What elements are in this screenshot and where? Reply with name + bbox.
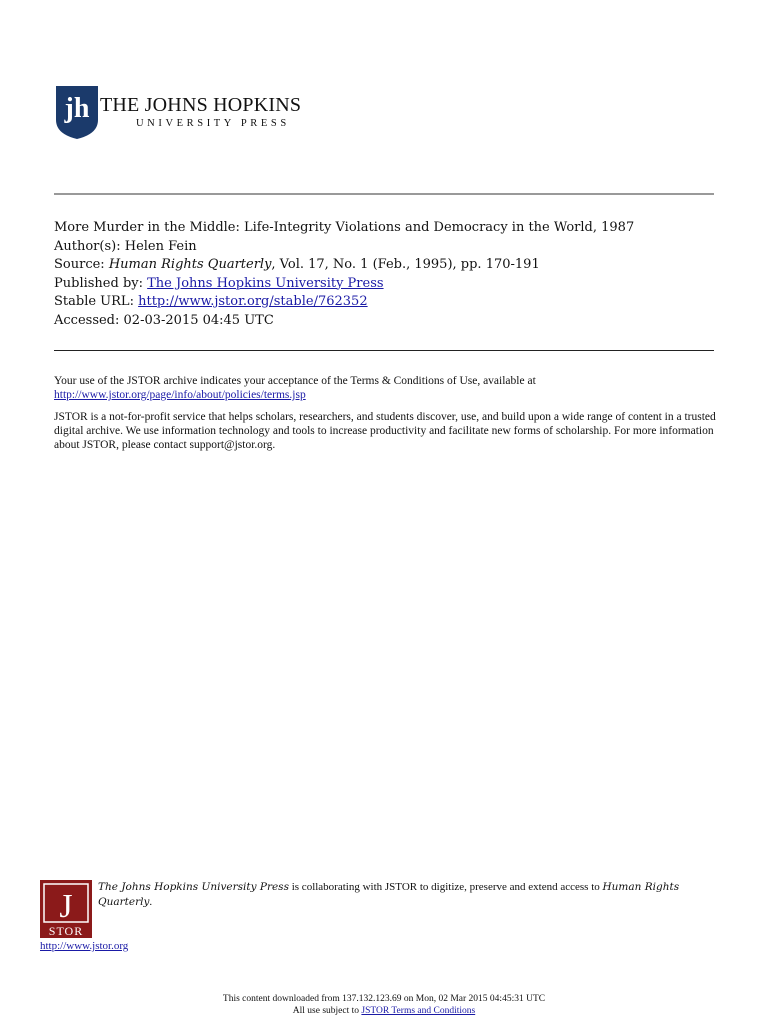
stable-url-label: Stable URL: [54, 294, 134, 309]
footer-terms-link[interactable]: JSTOR Terms and Conditions [361, 1006, 476, 1016]
stable-url-link[interactable]: http://www.jstor.org/stable/762352 [138, 294, 368, 309]
footer-terms-row [0, 1005, 768, 1017]
terms-link[interactable]: http://www.jstor.org/page/info/about/policies/terms.jsp [54, 389, 306, 401]
terms-notice [54, 374, 724, 460]
jstor-logo-icon[interactable] [40, 880, 92, 938]
publisher-label: Published by: [54, 275, 143, 291]
jstor-home-link[interactable]: http://www.jstor.org [40, 940, 129, 952]
collaboration-block [40, 878, 730, 958]
jstor-logo-letter: J [59, 888, 73, 925]
collaboration-text [98, 880, 730, 910]
source-journal: Human Rights Quarterly [108, 257, 272, 272]
article-title: More Murder in the Middle: Life-Integrity Violations and Democracy in the World, 1987 [54, 220, 635, 235]
middle-divider [54, 350, 714, 351]
logo-line1: THE JOHNS HOPKINS [100, 94, 302, 116]
collab-journal: Human Rights Quarterly [98, 881, 680, 908]
article-metadata [54, 219, 634, 330]
download-footer [0, 993, 768, 1017]
publisher-link[interactable]: The Johns Hopkins University Press [147, 275, 384, 291]
source-details: , Vol. 17, No. 1 (Feb., 1995), pp. 170-191 [271, 257, 540, 272]
source-label: Source: [54, 257, 105, 272]
stable-url-row [54, 293, 634, 312]
collab-end: . [149, 896, 153, 908]
accessed-label: Accessed: [54, 312, 120, 328]
footer-terms-prefix: All use subject to [292, 1006, 362, 1016]
terms-paragraph [54, 374, 724, 402]
authors-row [54, 238, 634, 257]
accessed-row [54, 312, 634, 331]
accessed-value: 02-03-2015 04:45 UTC [123, 312, 274, 328]
jhu-monogram: jh [64, 93, 90, 124]
logo-line2: UNIVERSITY PRESS [136, 118, 290, 129]
authors-value: Helen Fein [124, 238, 197, 254]
jhu-shield-icon [54, 84, 100, 140]
footer-download-info: This content downloaded from 137.132.123.69 on Mon, 02 Mar 2015 04:45:31 UTC [222, 994, 546, 1004]
jstor-description: JSTOR is a not-for-profit service that helps scholars, researchers, and students discover, use, and build upon a wide range of content in a trusted digital archive. We use information technology and tools to increase productivity and facilitate new forms of scholarship. For more information about JSTOR, please contact support@jstor.org. [54, 411, 716, 451]
terms-text: Your use of the JSTOR archive indicates your acceptance of the Terms & Conditions of Use, available at [54, 375, 536, 387]
publisher-row [54, 275, 634, 294]
publisher-logo [54, 84, 302, 140]
jstor-logo-word: STOR [48, 924, 84, 938]
collab-middle: is collaborating with JSTOR to digitize, preserve and extend access to [288, 881, 603, 893]
authors-label: Author(s): [54, 238, 121, 254]
source-row [54, 256, 634, 275]
top-divider [54, 193, 714, 195]
collab-press: The Johns Hopkins University Press [98, 881, 289, 893]
